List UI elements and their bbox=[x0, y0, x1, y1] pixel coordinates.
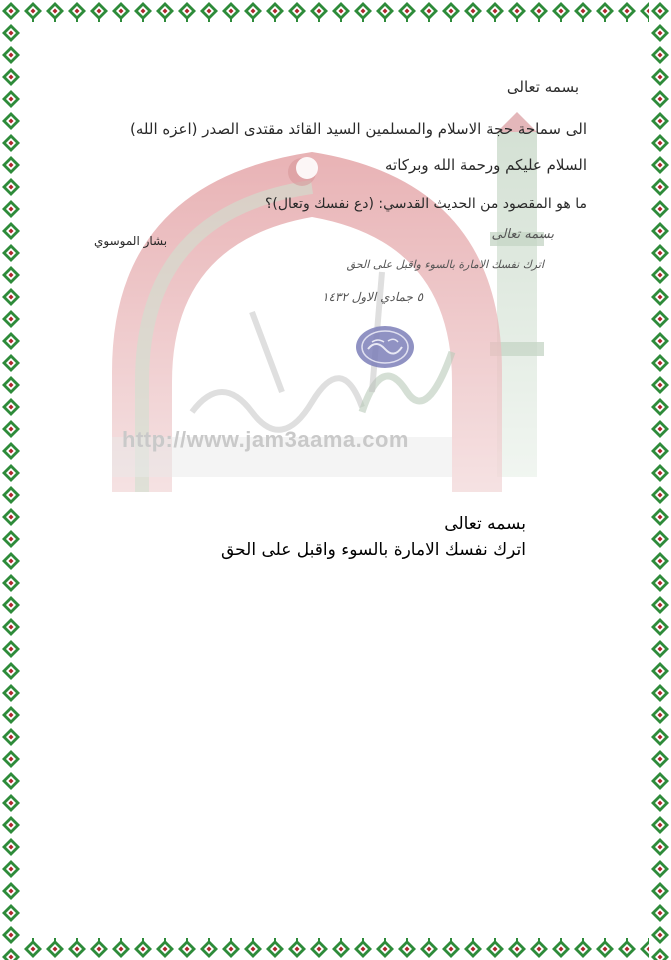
typed-basmala: بسمه تعالى bbox=[444, 514, 526, 534]
decorative-border-right bbox=[649, 0, 671, 960]
handwritten-date: ٥ جمادي الاول ١٤٣٢ bbox=[322, 290, 424, 304]
letter-sender: بشار الموسوي bbox=[94, 234, 168, 248]
letter-addressee: الى سماحة حجة الاسلام والمسلمين السيد القائد مقتدى الصدر (اعزه الله) bbox=[130, 120, 587, 138]
document-page bbox=[22, 22, 649, 938]
letter-basmala: بسمه تعالى bbox=[506, 78, 579, 96]
decorative-border-left bbox=[0, 0, 22, 960]
official-seal-icon bbox=[354, 324, 416, 370]
letter-question: ما هو المقصود من الحديث القدسي: (دع نفسك وتعال)؟ bbox=[264, 196, 587, 212]
handwritten-answer: اترك نفسك الامارة بالسوء واقبل على الحق bbox=[346, 258, 544, 271]
border-pattern-icon bbox=[0, 0, 671, 22]
border-pattern-icon bbox=[0, 0, 22, 960]
decorative-border-bottom bbox=[0, 938, 671, 960]
border-pattern-icon bbox=[649, 0, 671, 960]
decorative-border-top bbox=[0, 0, 671, 22]
letter-greeting: السلام عليكم ورحمة الله وبركاته bbox=[385, 156, 587, 174]
border-pattern-icon bbox=[0, 938, 671, 960]
typed-answer: اترك نفسك الامارة بالسوء واقبل على الحق bbox=[220, 540, 526, 560]
watermark-url: http://www.jam3aama.com bbox=[122, 427, 409, 452]
handwritten-basmala: بسمه تعالى bbox=[491, 227, 554, 242]
